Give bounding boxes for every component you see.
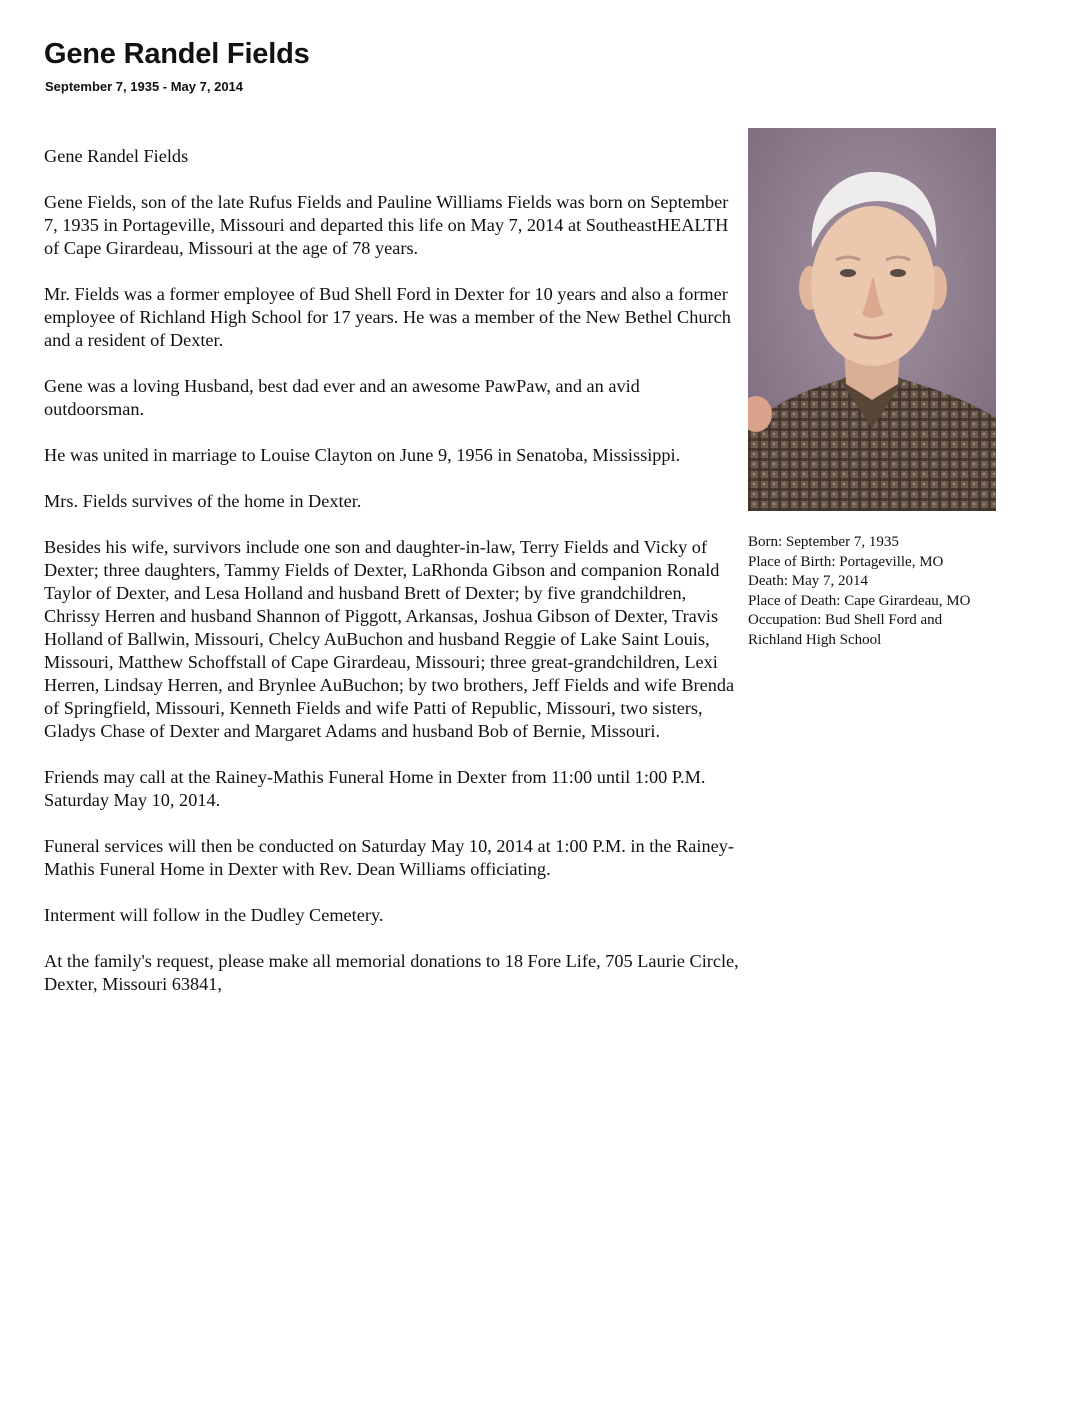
vital-facts — [748, 533, 1048, 651]
paragraph-interment: Interment will follow in the Dudley Cemetery. — [44, 905, 384, 925]
paragraph-memorials: At the family's request, please make all memorial donations to 18 Fore Life, 705 Laurie Circle, Dexter, Missouri 63841, — [44, 951, 739, 994]
paragraph-marriage: He was united in marriage to Louise Clayton on June 9, 1956 in Senatoba, Mississippi. — [44, 445, 681, 465]
obituary-title: Gene Randel Fields — [44, 38, 310, 70]
paragraph-employment: Mr. Fields was a former employee of Bud Shell Ford in Dexter for 10 years and also a former employee of Richland High School for 17 years. He was a member of the New Bethel Church and a resident of Dexter. — [44, 284, 731, 350]
fact-born: Born: September 7, 1935 — [748, 534, 899, 550]
life-dates: September 7, 1935 - May 7, 2014 — [45, 79, 244, 94]
paragraph-visitation: Friends may call at the Rainey-Mathis Funeral Home in Dexter from 11:00 until 1:00 P.M. Saturday May 10, 2014. — [44, 767, 706, 810]
paragraph-birth-death: Gene Fields, son of the late Rufus Fields and Pauline Williams Fields was born on September 7, 1935 in Portageville, Missouri and departed this life on May 7, 2014 at SoutheastHEALTH of Cape Girardeau, Missouri at the age of 78 years. — [44, 192, 729, 258]
paragraph-survivors: Besides his wife, survivors include one son and daughter-in-law, Terry Fields and Vicky of Dexter; three daughters, Tammy Fields of Dexter, LaRhonda Gibson and companion Ronald Taylor of Dexter, and Lesa Holland and husband Brett of Dexter; by five grandchildren, Chrissy Herren and husband Shannon of Piggott, Arkansas, Joshua Gibson of Dexter, Travis Holland of Ballwin, Missouri, Chelcy AuBuchon and husband Reggie of Lake Saint Louis, Missouri, Matthew Schoffstall of Cape Girardeau, Missouri; three great-grandchildren, Lexi Herren, Lindsay Herren, and Brynlee AuBuchon; by two brothers, Jeff Fields and wife Brenda of Springfield, Missouri, Kenneth Fields and wife Patti of Republic, Missouri, two sisters, Gladys Chase of Dexter and Margaret Adams and husband Bob of Bernie, Missouri. — [44, 537, 735, 741]
paragraph-personality: Gene was a loving Husband, best dad ever and an awesome PawPaw, and an avid outdoorsman. — [44, 376, 640, 419]
fact-occupation-continued: Richland High School — [748, 631, 882, 648]
paragraph-wife: Mrs. Fields survives of the home in Dexter. — [44, 491, 362, 511]
obituary-body — [44, 145, 744, 1019]
fact-place-of-birth: Place of Birth: Portageville, MO — [748, 553, 944, 570]
paragraph-name: Gene Randel Fields — [44, 146, 189, 166]
portrait-photo — [748, 128, 996, 511]
paragraph-services: Funeral services will then be conducted on Saturday May 10, 2014 at 1:00 P.M. in the Rainey-Mathis Funeral Home in Dexter with Rev. Dean Williams officiating. — [44, 836, 734, 879]
fact-death: Death: May 7, 2014 — [748, 573, 868, 590]
fact-place-of-death: Place of Death: Cape Girardeau, MO — [748, 592, 971, 609]
fact-occupation: Occupation: Bud Shell Ford and — [748, 612, 943, 629]
